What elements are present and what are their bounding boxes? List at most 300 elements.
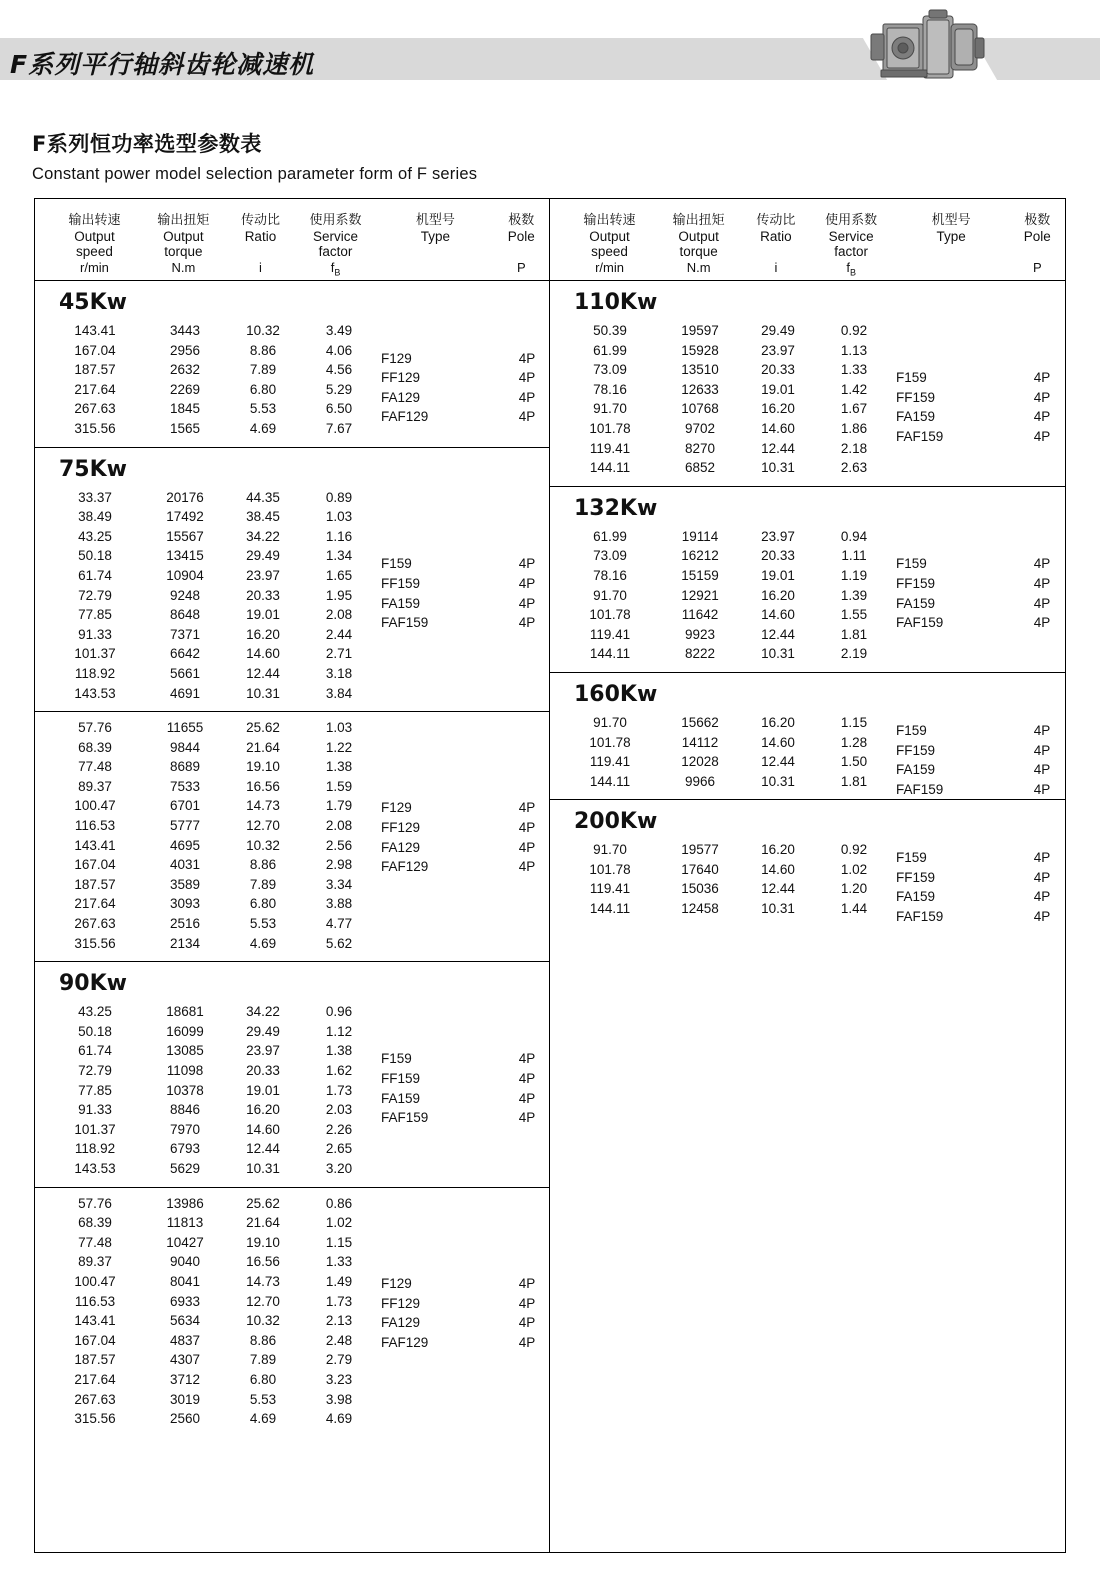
cell-output-speed: 119.41 — [589, 440, 631, 456]
cell-output-torque: 6793 — [169, 1141, 201, 1157]
cell-service-factor: 1.16 — [325, 528, 353, 544]
cell-output-speed: 89.37 — [78, 778, 112, 794]
table-row — [35, 1390, 549, 1410]
cell-output-torque: 5661 — [169, 665, 201, 681]
cell-type: F129 — [381, 350, 412, 366]
cell-ratio: 34.22 — [246, 1004, 280, 1020]
cell-type: FAF129 — [381, 859, 429, 875]
cell-output-torque: 4691 — [169, 685, 201, 701]
cell-service-factor: 2.65 — [325, 1141, 353, 1157]
cell-service-factor: 1.67 — [840, 401, 868, 417]
cell-ratio: 4.69 — [249, 420, 277, 436]
cell-output-speed: 91.33 — [78, 626, 112, 642]
cell-ratio: 16.56 — [246, 778, 280, 794]
table-row — [35, 1350, 549, 1370]
cell-output-speed: 217.64 — [74, 896, 116, 912]
cell-output-torque: 12458 — [681, 901, 719, 917]
header-ratio: 传动比 Ratio i — [756, 213, 796, 275]
cell-pole: 4P — [1033, 595, 1051, 611]
cell-ratio: 10.31 — [246, 685, 280, 701]
header-output-speed: 输出转速 Output speed r/min — [68, 213, 121, 275]
cell-pole: 4P — [518, 1315, 536, 1331]
cell-type: F159 — [896, 370, 927, 386]
cell-pole: 4P — [1033, 850, 1051, 866]
cell-output-torque: 8846 — [169, 1102, 201, 1118]
cell-service-factor: 2.18 — [840, 440, 868, 456]
cell-pole: 4P — [518, 1051, 536, 1067]
cell-ratio: 19.01 — [246, 607, 280, 623]
header-pole: 极数 Pole P — [1023, 213, 1051, 275]
cell-output-speed: 77.48 — [78, 759, 112, 775]
cell-output-torque: 13085 — [166, 1043, 204, 1059]
cell-output-torque: 12633 — [681, 381, 719, 397]
cell-ratio: 25.62 — [246, 1195, 280, 1211]
cell-service-factor: 1.49 — [325, 1273, 353, 1289]
cell-type: FA159 — [896, 889, 936, 905]
cell-pole: 4P — [1033, 428, 1051, 444]
cell-type: F159 — [896, 722, 927, 738]
cell-type: FF159 — [896, 389, 936, 405]
cell-pole: 4P — [1033, 615, 1051, 631]
cell-output-torque: 13986 — [166, 1195, 204, 1211]
table-row — [35, 1159, 549, 1179]
power-group — [550, 682, 1065, 800]
cell-service-factor: 0.92 — [840, 323, 868, 338]
cell-ratio: 20.33 — [761, 362, 795, 378]
cell-pole: 4P — [518, 1110, 536, 1126]
cell-ratio: 16.20 — [761, 401, 795, 417]
cell-ratio: 20.33 — [246, 587, 280, 603]
cell-service-factor: 2.71 — [325, 646, 353, 662]
cell-ratio: 4.69 — [249, 1411, 277, 1427]
cell-output-torque: 4031 — [169, 857, 201, 873]
cell-service-factor: 1.42 — [840, 381, 868, 397]
cell-output-speed: 43.25 — [78, 1004, 112, 1020]
cell-pole: 4P — [518, 1071, 536, 1086]
cell-service-factor: 1.73 — [325, 1082, 353, 1098]
cell-output-speed: 167.04 — [74, 342, 116, 358]
cell-type: FA129 — [381, 1315, 421, 1331]
cell-service-factor: 1.59 — [325, 778, 353, 794]
cell-output-speed: 33.37 — [78, 489, 112, 505]
cell-output-speed: 187.57 — [74, 1352, 116, 1368]
cell-output-speed: 116.53 — [74, 1293, 116, 1309]
type-list — [381, 349, 499, 427]
cell-ratio: 44.35 — [246, 489, 280, 505]
cell-output-torque: 2560 — [169, 1411, 201, 1427]
cell-output-torque: 18681 — [166, 1004, 204, 1020]
cell-output-torque: 9040 — [169, 1254, 201, 1270]
cell-pole: 4P — [518, 1295, 536, 1311]
pole-list — [1014, 554, 1070, 632]
cell-service-factor: 2.03 — [325, 1102, 353, 1118]
cell-ratio: 14.73 — [246, 798, 280, 814]
cell-pole: 4P — [1033, 575, 1051, 591]
cell-output-speed: 187.57 — [74, 876, 116, 892]
cell-ratio: 21.64 — [246, 739, 280, 755]
cell-output-torque: 10378 — [166, 1082, 204, 1098]
cell-ratio: 6.80 — [249, 381, 277, 397]
table-row — [35, 321, 549, 341]
power-group — [35, 290, 549, 448]
cell-service-factor: 7.67 — [325, 420, 353, 436]
cell-output-torque: 8222 — [684, 646, 716, 662]
power-group-label: 75Kw — [59, 456, 127, 482]
cell-type: F159 — [896, 850, 927, 866]
cell-service-factor: 3.34 — [325, 876, 353, 892]
cell-type: F159 — [381, 556, 412, 572]
type-list — [896, 368, 1014, 446]
cell-output-speed: 315.56 — [74, 420, 116, 436]
cell-output-speed: 118.92 — [74, 665, 116, 681]
cell-output-torque: 15036 — [681, 881, 719, 897]
cell-service-factor: 4.69 — [325, 1411, 353, 1427]
header-band-right — [1010, 38, 1100, 80]
cell-service-factor: 2.19 — [840, 646, 868, 662]
cell-output-torque: 6642 — [169, 646, 201, 662]
cell-output-torque: 8270 — [684, 440, 716, 456]
cell-output-speed: 77.85 — [78, 607, 112, 623]
cell-ratio: 12.44 — [761, 440, 795, 456]
cell-type: FAF159 — [381, 615, 429, 631]
cell-output-speed: 144.11 — [589, 460, 631, 476]
cell-ratio: 10.32 — [246, 837, 280, 853]
cell-ratio: 10.32 — [246, 1313, 280, 1329]
cell-service-factor: 2.63 — [840, 460, 868, 476]
table-row — [35, 934, 549, 954]
cell-output-torque: 19577 — [681, 842, 719, 858]
cell-ratio: 16.20 — [246, 1102, 280, 1118]
row-block — [550, 840, 1065, 926]
cell-output-speed: 118.92 — [74, 1141, 116, 1157]
cell-service-factor: 1.33 — [840, 362, 868, 378]
cell-pole: 4P — [518, 350, 536, 366]
cell-ratio: 29.49 — [761, 323, 795, 338]
cell-output-torque: 16099 — [166, 1023, 204, 1039]
cell-output-torque: 7533 — [169, 778, 201, 794]
cell-service-factor: 1.02 — [325, 1215, 353, 1231]
row-block — [35, 1002, 549, 1186]
cell-ratio: 19.10 — [246, 759, 280, 775]
cell-service-factor: 1.19 — [840, 567, 868, 583]
type-list — [896, 554, 1014, 632]
cell-pole: 4P — [518, 389, 536, 405]
cell-output-speed: 119.41 — [589, 881, 631, 897]
cell-service-factor: 0.96 — [325, 1004, 353, 1020]
table-row — [35, 1370, 549, 1390]
cell-output-speed: 119.41 — [589, 626, 631, 642]
cell-output-speed: 187.57 — [74, 362, 116, 378]
cell-pole: 4P — [518, 820, 536, 836]
cell-output-speed: 143.41 — [74, 837, 116, 853]
table-row — [35, 488, 549, 508]
cell-output-speed: 144.11 — [589, 773, 631, 789]
table-row — [35, 1022, 549, 1042]
cell-ratio: 25.62 — [246, 720, 280, 736]
cell-ratio: 14.60 — [761, 420, 795, 436]
cell-service-factor: 1.38 — [325, 759, 353, 775]
cell-output-speed: 144.11 — [589, 646, 631, 662]
cell-output-torque: 17492 — [166, 509, 204, 525]
cell-output-torque: 20176 — [166, 489, 204, 505]
cell-output-torque: 13510 — [681, 362, 719, 378]
cell-service-factor: 1.81 — [840, 773, 868, 789]
cell-pole: 4P — [518, 1275, 536, 1291]
cell-output-torque: 15662 — [681, 714, 719, 730]
cell-ratio: 10.31 — [761, 646, 795, 662]
cell-service-factor: 1.34 — [325, 548, 353, 564]
cell-output-torque: 13415 — [166, 548, 204, 564]
cell-service-factor: 4.77 — [325, 916, 353, 932]
cell-type: FF129 — [381, 370, 421, 386]
column-header-right — [550, 199, 1065, 281]
cell-service-factor: 1.12 — [325, 1023, 353, 1039]
table-row — [550, 458, 1065, 478]
cell-service-factor: 1.03 — [325, 720, 353, 736]
cell-pole: 4P — [518, 800, 536, 816]
cell-pole: 4P — [1033, 742, 1051, 758]
cell-ratio: 34.22 — [246, 528, 280, 544]
cell-service-factor: 0.86 — [325, 1195, 353, 1211]
power-group — [35, 457, 549, 963]
type-list — [381, 554, 499, 632]
cell-ratio: 10.31 — [761, 460, 795, 476]
cell-service-factor: 1.15 — [840, 714, 868, 730]
cell-output-speed: 167.04 — [74, 1332, 116, 1348]
cell-type: FA159 — [381, 595, 421, 611]
cell-output-speed: 101.37 — [74, 1121, 116, 1137]
cell-ratio: 8.86 — [249, 857, 277, 873]
cell-pole: 4P — [518, 839, 536, 855]
cell-ratio: 10.31 — [761, 901, 795, 917]
header-service-factor: 使用系数 Service factor $f_B$ — [309, 213, 362, 278]
cell-ratio: 7.89 — [249, 1352, 277, 1368]
cell-output-speed: 91.33 — [78, 1102, 112, 1118]
cell-service-factor: 2.79 — [325, 1352, 353, 1368]
cell-output-torque: 5629 — [169, 1160, 201, 1176]
cell-output-speed: 143.53 — [74, 685, 116, 701]
header-service-factor: 使用系数 Service factor $f_B$ — [825, 213, 878, 278]
cell-output-torque: 12921 — [681, 587, 719, 603]
cell-output-speed: 91.70 — [593, 587, 627, 603]
cell-service-factor: 1.03 — [325, 509, 353, 525]
cell-ratio: 19.01 — [246, 1082, 280, 1098]
cell-ratio: 12.44 — [761, 626, 795, 642]
cell-output-speed: 100.47 — [74, 1273, 116, 1289]
cell-ratio: 23.97 — [246, 567, 280, 583]
cell-type: FF129 — [381, 1295, 421, 1311]
cell-service-factor: 1.79 — [325, 798, 353, 814]
power-group — [550, 809, 1065, 926]
table-row — [35, 875, 549, 895]
title-chinese: F系列恒功率选型参数表 — [32, 132, 262, 156]
cell-service-factor: 2.56 — [325, 837, 353, 853]
cell-service-factor: 5.62 — [325, 935, 353, 951]
cell-service-factor: 2.08 — [325, 607, 353, 623]
cell-output-speed: 73.09 — [593, 362, 627, 378]
cell-output-speed: 91.70 — [593, 714, 627, 730]
cell-output-torque: 1845 — [169, 401, 201, 417]
cell-output-torque: 9248 — [169, 587, 201, 603]
cell-type: FAF129 — [381, 1334, 429, 1350]
cell-output-speed: 61.74 — [78, 567, 112, 583]
cell-ratio: 29.49 — [246, 1023, 280, 1039]
cell-ratio: 23.97 — [761, 528, 795, 544]
pole-list — [499, 349, 555, 427]
cell-ratio: 16.56 — [246, 1254, 280, 1270]
cell-ratio: 23.97 — [246, 1043, 280, 1059]
cell-output-speed: 143.41 — [74, 1313, 116, 1329]
cell-ratio: 10.31 — [761, 773, 795, 789]
power-group — [35, 971, 549, 1436]
header-output-torque: 输出扭矩 Output torque N.m — [157, 213, 210, 275]
table-row — [35, 1233, 549, 1253]
cell-output-torque: 19597 — [681, 323, 719, 338]
cell-type: FF129 — [381, 820, 421, 836]
cell-service-factor: 1.28 — [840, 734, 868, 750]
header-pole: 极数 Pole P — [507, 213, 535, 275]
cell-service-factor: 3.18 — [325, 665, 353, 681]
cell-ratio: 14.60 — [761, 734, 795, 750]
cell-output-torque: 9844 — [169, 739, 201, 755]
cell-ratio: 10.32 — [246, 323, 280, 338]
cell-pole: 4P — [518, 1090, 536, 1106]
cell-service-factor: 1.20 — [840, 881, 868, 897]
cell-output-torque: 8689 — [169, 759, 201, 775]
cell-output-speed: 91.70 — [593, 401, 627, 417]
cell-pole: 4P — [1033, 909, 1051, 925]
cell-output-speed: 101.78 — [589, 861, 631, 877]
power-group-label: 45Kw — [59, 290, 127, 315]
power-group-label: 132Kw — [574, 495, 658, 521]
cell-output-speed: 77.48 — [78, 1234, 112, 1250]
cell-output-torque: 9923 — [684, 626, 716, 642]
cell-output-speed: 91.70 — [593, 842, 627, 858]
cell-pole: 4P — [1033, 889, 1051, 905]
cell-ratio: 5.53 — [249, 1391, 277, 1407]
pole-list — [1014, 721, 1070, 799]
cell-type: F129 — [381, 1275, 412, 1291]
cell-output-speed: 143.41 — [74, 323, 116, 338]
row-block — [550, 321, 1065, 486]
table-column-right — [550, 199, 1065, 1552]
cell-pole: 4P — [518, 1334, 536, 1350]
cell-ratio: 6.80 — [249, 896, 277, 912]
cell-ratio: 10.31 — [246, 1160, 280, 1176]
cell-output-torque: 11098 — [166, 1063, 204, 1078]
cell-service-factor: 1.22 — [325, 739, 353, 755]
cell-output-torque: 6852 — [684, 460, 716, 476]
pole-list — [1014, 848, 1070, 926]
cell-type: FA129 — [381, 839, 421, 855]
cell-output-speed: 267.63 — [74, 916, 116, 932]
cell-output-torque: 3093 — [169, 896, 201, 912]
type-list — [896, 721, 1014, 799]
row-block — [550, 713, 1065, 799]
cell-type: FAF159 — [381, 1110, 429, 1126]
cell-output-speed: 78.16 — [593, 567, 627, 583]
cell-type: FF159 — [896, 742, 936, 758]
cell-service-factor: 1.38 — [325, 1043, 353, 1059]
cell-output-speed: 167.04 — [74, 857, 116, 873]
table-row — [35, 718, 549, 738]
table-body-left — [35, 290, 549, 1437]
cell-ratio: 20.33 — [246, 1063, 280, 1078]
cell-output-torque: 1565 — [169, 420, 201, 436]
cell-service-factor: 2.08 — [325, 818, 353, 834]
cell-pole: 4P — [1033, 556, 1051, 572]
cell-service-factor: 1.13 — [840, 342, 868, 358]
cell-type: FAF159 — [896, 615, 944, 631]
table-row — [35, 738, 549, 758]
cell-service-factor: 1.11 — [841, 548, 867, 564]
cell-service-factor: 1.44 — [840, 901, 868, 917]
cell-output-speed: 78.16 — [593, 381, 627, 397]
cell-service-factor: 2.48 — [325, 1332, 353, 1348]
cell-output-speed: 61.99 — [593, 528, 627, 544]
cell-ratio: 38.45 — [246, 509, 280, 525]
cell-output-torque: 2516 — [169, 916, 201, 932]
cell-output-speed: 101.78 — [589, 607, 631, 623]
cell-ratio: 20.33 — [761, 548, 795, 564]
cell-output-torque: 8041 — [169, 1273, 201, 1289]
cell-service-factor: 6.50 — [325, 401, 353, 417]
cell-output-torque: 11813 — [166, 1215, 204, 1231]
cell-output-torque: 14112 — [681, 734, 719, 750]
cell-output-speed: 50.39 — [593, 323, 627, 338]
cell-type: FA159 — [896, 409, 936, 425]
cell-output-speed: 77.85 — [78, 1082, 112, 1098]
cell-service-factor: 1.86 — [840, 420, 868, 436]
type-list — [896, 848, 1014, 926]
cell-output-torque: 7970 — [169, 1121, 201, 1137]
header-output-speed: 输出转速 Output speed r/min — [583, 213, 636, 275]
cell-ratio: 16.20 — [761, 714, 795, 730]
cell-ratio: 14.73 — [246, 1273, 280, 1289]
row-block — [550, 527, 1065, 672]
row-block — [35, 1187, 549, 1437]
pole-list — [499, 554, 555, 632]
cell-ratio: 8.86 — [249, 1332, 277, 1348]
cell-output-torque: 11655 — [166, 720, 204, 736]
row-block — [35, 711, 549, 961]
cell-output-torque: 3589 — [169, 876, 201, 892]
table-row — [35, 1213, 549, 1233]
cell-pole: 4P — [518, 409, 536, 425]
cell-service-factor: 3.84 — [325, 685, 353, 701]
cell-output-torque: 4695 — [169, 837, 201, 853]
cell-output-speed: 72.79 — [78, 1063, 112, 1078]
table-row — [35, 507, 549, 527]
cell-ratio: 16.20 — [246, 626, 280, 642]
cell-output-speed: 50.18 — [78, 1023, 112, 1039]
cell-output-speed: 267.63 — [74, 401, 116, 417]
cell-ratio: 5.53 — [249, 916, 277, 932]
cell-type: FA159 — [896, 762, 936, 778]
cell-ratio: 19.10 — [246, 1234, 280, 1250]
cell-type: FAF159 — [896, 909, 944, 925]
cell-type: F159 — [381, 1051, 412, 1067]
cell-type: FF159 — [896, 869, 936, 885]
cell-output-speed: 68.39 — [78, 739, 112, 755]
type-list — [381, 798, 499, 876]
table-row — [35, 644, 549, 664]
cell-output-speed: 119.41 — [589, 754, 631, 770]
cell-ratio: 5.53 — [249, 401, 277, 417]
cell-service-factor: 3.20 — [325, 1160, 353, 1176]
section-titles — [32, 128, 1100, 184]
cell-output-torque: 10768 — [681, 401, 719, 417]
